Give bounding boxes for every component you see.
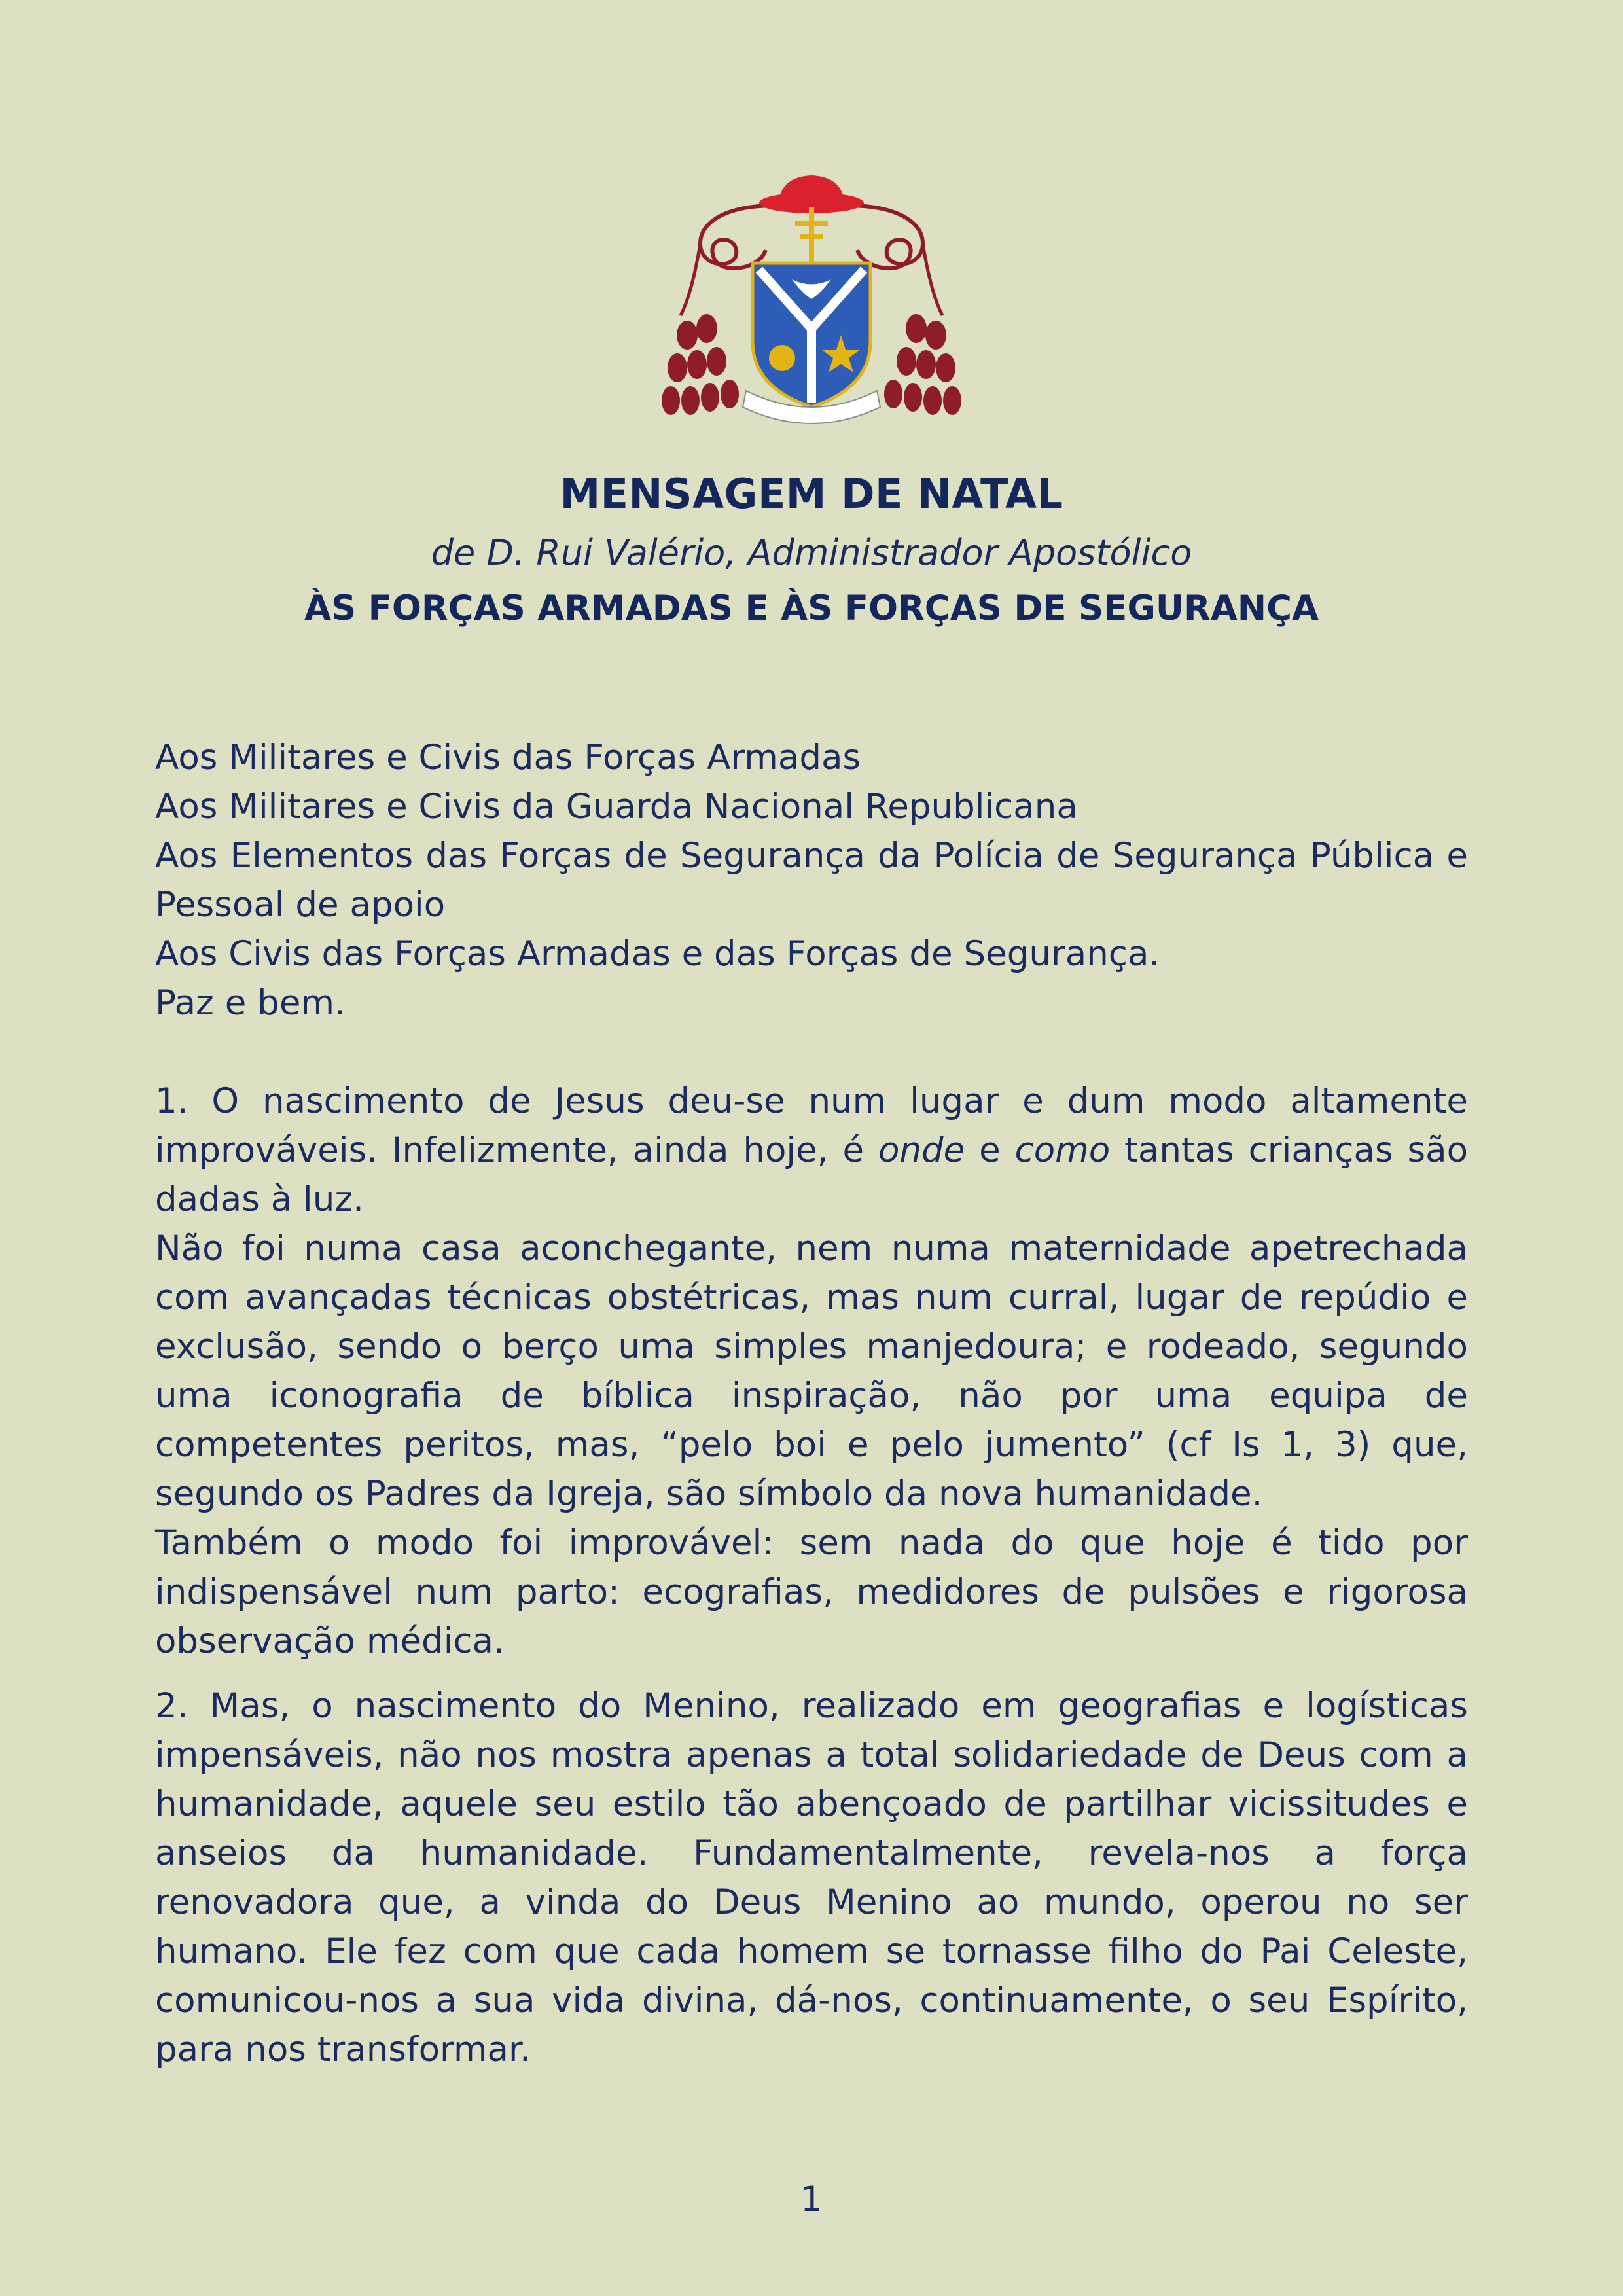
- page-number: 1: [800, 2179, 823, 2219]
- salutation-line: Paz e bem.: [155, 983, 346, 1023]
- salutation-line: Aos Civis das Forças Armadas e das Forças de Segurança.: [155, 934, 1160, 974]
- title-block: [0, 465, 1623, 635]
- paragraph-3: Também o modo foi improvável: sem nada do que hoje é tido por indispensável num parto: ecografias, medidores de pulsões e rigorosa observação médica.: [155, 1523, 1468, 1661]
- salutation-line: Aos Militares e Civis das Forças Armadas: [155, 738, 861, 778]
- document-title: MENSAGEM DE NATAL: [560, 470, 1063, 518]
- paragraph-4: 2. Mas, o nascimento do Menino, realizado em geografias e logísticas impensáveis, não nos mostra apenas a total solidariedade de Deus com a humanidade, aquele seu estilo tão abençoado de partilhar vicissitudes e anseios da humanidade. Fundamentalmente, revela-nos a força renovadora que, a vinda do Deus Menino ao mundo, operou no ser humano. Ele fez com que cada homem se tornasse filho do Pai Celeste, comunicou-nos a sua vida divina, dá-nos, continuamente, o seu Espírito, para nos transformar.: [155, 1686, 1468, 2070]
- paragraph-1-text: 1. O nascimento de Jesus deu-se num lugar e dum modo altamente improváveis. Infelizmente, ainda hoje, é: [155, 1081, 1468, 1170]
- emphasis-onde: onde: [878, 1130, 965, 1170]
- document-body: [155, 733, 1468, 2074]
- addressees-heading: ÀS FORÇAS ARMADAS E ÀS FORÇAS DE SEGURANÇA: [304, 588, 1319, 628]
- emphasis-como: como: [1014, 1130, 1111, 1170]
- paragraph-1: [155, 1077, 1468, 1224]
- paragraph-2: Não foi numa casa aconchegante, nem numa maternidade apetrechada com avançadas técnicas obstétricas, mas num curral, lugar de repúdio e exclusão, sendo o berço uma simples manjedoura; e rodeado, segundo uma iconografia de bíblica inspiração, não por uma equipa de competentes peritos, mas, “pelo boi e pelo jumento” (cf Is 1, 3) que, segundo os Padres da Igreja, são símbolo da nova humanidade.: [155, 1229, 1468, 1514]
- coat-of-arms-logo: [661, 171, 962, 433]
- paragraph-1-text: e: [965, 1130, 1015, 1170]
- salutation-line: Aos Elementos das Forças de Segurança da Polícia de Segurança Pública e Pessoal de apoio: [155, 836, 1468, 925]
- salutation-line: Aos Militares e Civis da Guarda Nacional Republicana: [155, 787, 1078, 827]
- salutation-block: [155, 733, 1468, 1028]
- paragraph-1-text: tantas crianças são dadas à luz.: [155, 1130, 1469, 1219]
- document-subtitle: de D. Rui Valério, Administrador Apostólico: [431, 532, 1192, 573]
